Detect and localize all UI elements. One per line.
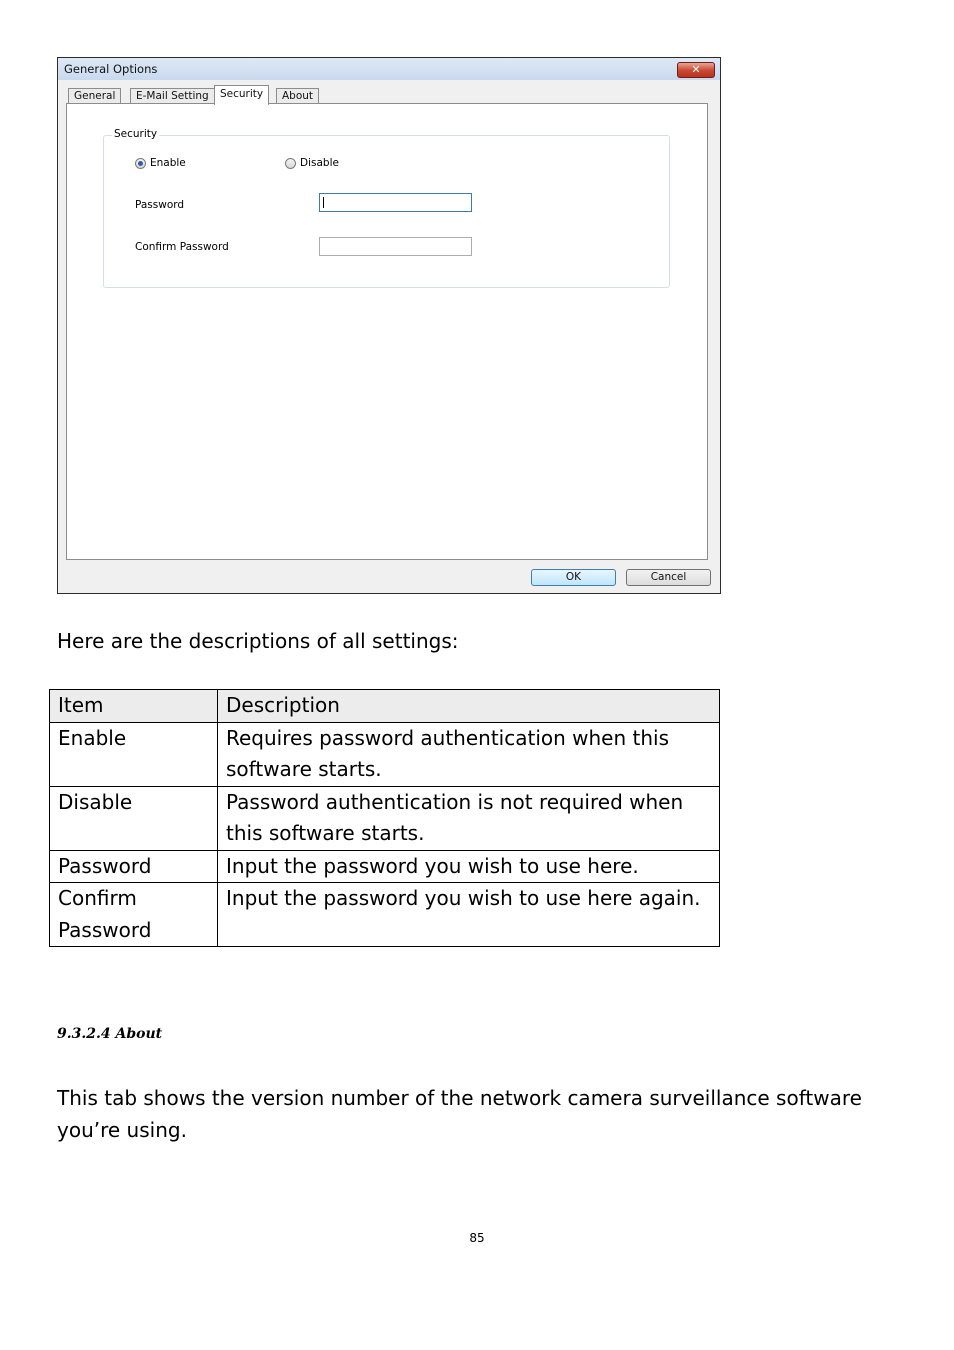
table-header-item: Item: [50, 690, 218, 723]
table-cell-description: Password authentication is not required when this software starts.: [218, 786, 720, 850]
tab-about[interactable]: About: [276, 88, 319, 103]
tab-email-setting[interactable]: E-Mail Setting: [130, 88, 215, 103]
confirm-password-label: Confirm Password: [135, 241, 229, 253]
radio-checked-icon: [135, 158, 146, 169]
password-label: Password: [135, 199, 185, 211]
disable-radio-label: Disable: [300, 157, 339, 169]
enable-radio-label: Enable: [150, 157, 186, 169]
table-cell-description: Requires password authentication when this software starts.: [218, 722, 720, 786]
disable-radio[interactable]: [285, 157, 339, 169]
table-row: [50, 786, 720, 850]
close-icon: ✕: [691, 63, 701, 76]
enable-radio[interactable]: [135, 157, 186, 169]
close-button[interactable]: [677, 62, 715, 78]
security-tab-panel: [66, 103, 708, 560]
table-row: [50, 883, 720, 947]
dialog-title: General Options: [64, 62, 158, 76]
radio-unchecked-icon: [285, 158, 296, 169]
tab-general[interactable]: General: [68, 88, 121, 103]
text-caret: [323, 197, 324, 208]
table-row: [50, 722, 720, 786]
table-row: [50, 850, 720, 883]
table-cell-description: Input the password you wish to use here.: [218, 850, 720, 883]
security-groupbox: [103, 128, 670, 288]
intro-paragraph: Here are the descriptions of all settings:: [57, 629, 459, 653]
table-cell-item: Disable: [50, 786, 218, 850]
table-cell-item: Password: [50, 850, 218, 883]
confirm-password-field[interactable]: [319, 237, 472, 256]
page-number: 85: [469, 1231, 485, 1245]
security-group-legend: Security: [114, 128, 158, 140]
password-field[interactable]: [319, 193, 472, 212]
cancel-button[interactable]: Cancel: [626, 569, 711, 586]
general-options-dialog: [57, 57, 721, 594]
ok-button[interactable]: OK: [531, 569, 616, 586]
settings-description-table: [49, 689, 720, 947]
table-header-row: [50, 690, 720, 723]
section-heading: 9.3.2.4 About: [57, 1026, 163, 1042]
about-paragraph: This tab shows the version number of the network camera surveillance software you’re using.: [57, 1086, 862, 1142]
table-cell-description: Input the password you wish to use here again.: [218, 883, 720, 947]
tab-security[interactable]: Security: [214, 85, 269, 105]
dialog-titlebar: [58, 58, 720, 80]
table-cell-item: Enable: [50, 722, 218, 786]
table-cell-item: Confirm Password: [50, 883, 218, 947]
table-header-description: Description: [218, 690, 720, 723]
